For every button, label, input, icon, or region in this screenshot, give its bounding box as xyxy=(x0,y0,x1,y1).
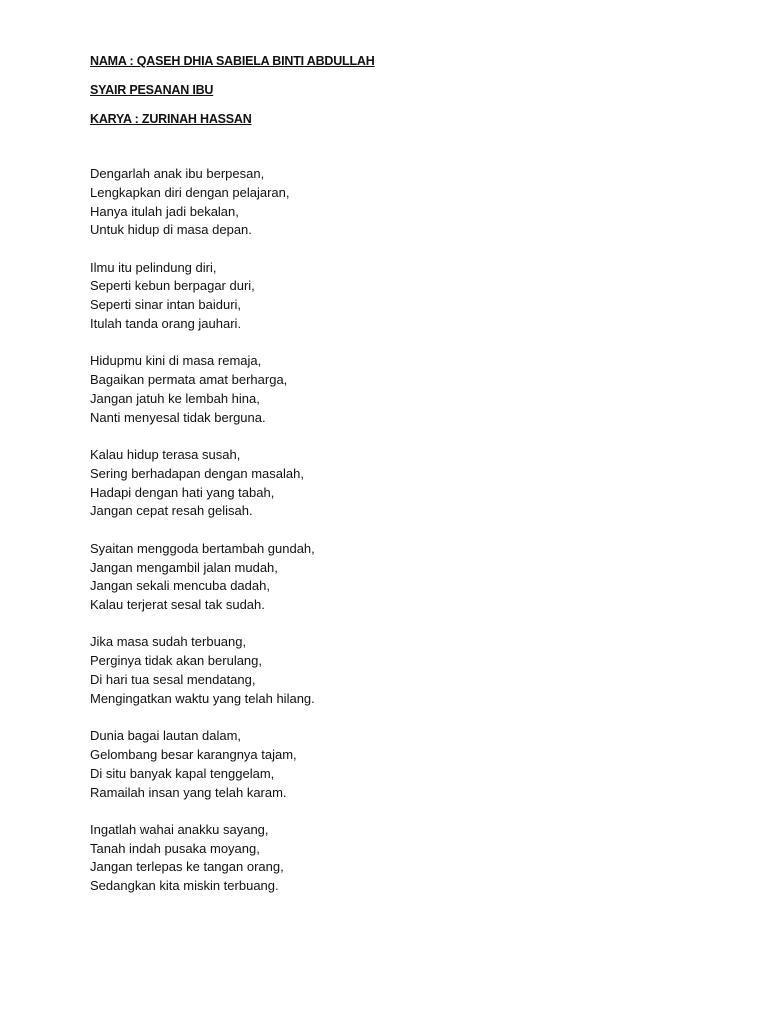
document-content xyxy=(90,52,690,915)
poem-line: Jangan cepat resah gelisah. xyxy=(90,503,253,519)
poem-line: Untuk hidup di masa depan. xyxy=(90,222,252,238)
poem-line: Tanah indah pusaka moyang, xyxy=(90,840,260,856)
poem-line: Gelombang besar karangnya tajam, xyxy=(90,746,297,762)
poem-line: Mengingatkan waktu yang telah hilang. xyxy=(90,690,315,706)
poem-line: Seperti kebun berpagar duri, xyxy=(90,278,255,294)
poem-line: Di situ banyak kapal tenggelam, xyxy=(90,765,275,781)
poem-line: Hidupmu kini di masa remaja, xyxy=(90,353,262,369)
stanza-1 xyxy=(90,165,690,240)
poem-line: Ingatlah wahai anakku sayang, xyxy=(90,821,269,837)
poem-line: Dunia bagai lautan dalam, xyxy=(90,728,242,744)
poem-line: Lengkapkan diri dengan pelajaran, xyxy=(90,184,290,200)
poem-line: Seperti sinar intan baiduri, xyxy=(90,297,242,313)
poem-line: Di hari tua sesal mendatang, xyxy=(90,672,256,688)
poem-line: Itulah tanda orang jauhari. xyxy=(90,316,242,332)
stanza-6 xyxy=(90,633,690,708)
poem-line: Nanti menyesal tidak berguna. xyxy=(90,409,266,425)
poem-line: Kalau hidup terasa susah, xyxy=(90,447,241,463)
poem-body xyxy=(90,165,690,896)
stanza-8 xyxy=(90,821,690,896)
poem-title-heading: SYAIR PESANAN IBU xyxy=(90,83,214,97)
poem-line: Hadapi dengan hati yang tabah, xyxy=(90,484,275,500)
poem-author-heading: KARYA : ZURINAH HASSAN xyxy=(90,112,252,126)
poem-line: Dengarlah anak ibu berpesan, xyxy=(90,166,265,181)
poem-line: Bagaikan permata amat berharga, xyxy=(90,372,288,388)
stanza-5 xyxy=(90,540,690,615)
poem-line: Jangan sekali mencuba dadah, xyxy=(90,578,270,594)
poem-line: Sedangkan kita miskin terbuang. xyxy=(90,878,279,894)
poem-line: Ilmu itu pelindung diri, xyxy=(90,259,217,275)
poem-line: Syaitan menggoda bertambah gundah, xyxy=(90,540,315,556)
student-name-heading: NAMA : QASEH DHIA SABIELA BINTI ABDULLAH xyxy=(90,54,375,68)
poem-line: Ramailah insan yang telah karam. xyxy=(90,784,287,800)
stanza-4 xyxy=(90,446,690,521)
poem-line: Jangan mengambil jalan mudah, xyxy=(90,559,278,575)
stanza-3 xyxy=(90,352,690,427)
poem-line: Hanya itulah jadi bekalan, xyxy=(90,203,239,219)
stanza-7 xyxy=(90,727,690,802)
poem-line: Perginya tidak akan berulang, xyxy=(90,653,263,669)
poem-line: Jika masa sudah terbuang, xyxy=(90,634,247,650)
stanza-2 xyxy=(90,259,690,334)
poem-line: Kalau terjerat sesal tak sudah. xyxy=(90,597,265,613)
poem-line: Jangan terlepas ke tangan orang, xyxy=(90,859,284,875)
poem-line: Sering berhadapan dengan masalah, xyxy=(90,465,304,481)
poem-line: Jangan jatuh ke lembah hina, xyxy=(90,390,260,406)
